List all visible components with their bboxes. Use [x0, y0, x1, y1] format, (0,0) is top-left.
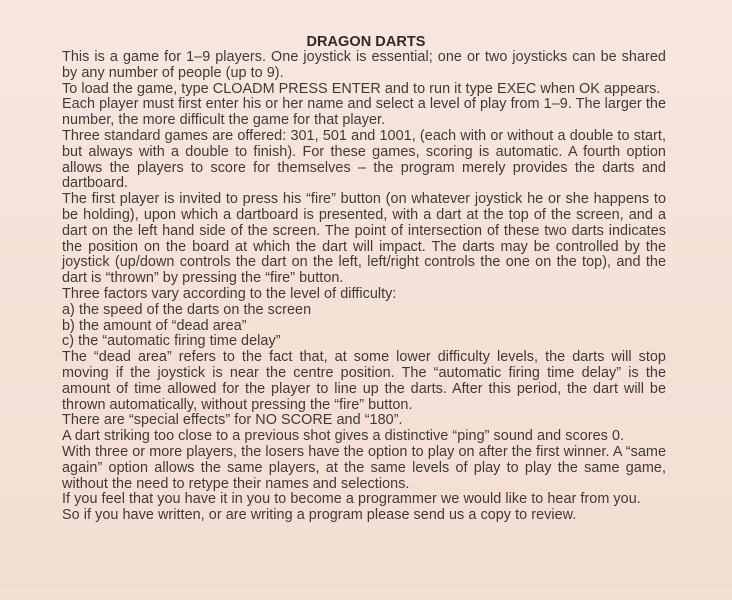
paragraph-players: This is a game for 1–9 players. One joystick is essential; one or two joysticks can be shared by any number of people (up to 9).: [62, 49, 666, 81]
paper-edge: [0, 585, 732, 586]
paragraph-dead-area-explanation: The “dead area” refers to the fact that, at some lower difficulty levels, the darts will stop moving if the joystick is near the centre position. The “automatic firing time delay” is the amount of time allowed for the player to line up the darts. After this period, the dart will be thrown automatically, without pressing the “fire” button.: [62, 349, 666, 413]
paragraph-level-select: Each player must first enter his or her name and select a level of play from 1–9. The larger the number, the more difficult the game for that player.: [62, 96, 666, 129]
paragraph-loading: To load the game, type CLOADM PRESS ENTER and to run it type EXEC when OK appears.: [62, 80, 661, 97]
paragraph-ping: A dart striking too close to a previous shot gives a distinctive “ping” sound and scores 0.: [62, 428, 625, 445]
paragraph-gameplay: The first player is invited to press his “fire” button (on whatever joystick he or she happens to be holding), upon which a dartboard is presented, with a dart at the top of the screen, and a dart on the left hand side of the screen. The point of intersection of these two darts indicates the position on the board at which the dart will impact. The darts may be controlled by the joystick (up/down controls the dart on the left, left/right controls the one on the top), and the dart is “thrown” by pressing the “fire” button.: [62, 191, 666, 287]
list-item-speed: a) the speed of the darts on the screen: [62, 301, 312, 318]
paragraph-submit-program: So if you have written, or are writing a program please send us a copy to review.: [62, 507, 577, 524]
list-item-firing-delay: c) the “automatic firing time delay”: [62, 333, 281, 350]
paragraph-programmer-call: If you feel that you have it in you to become a programmer we would like to hear from you.: [62, 491, 641, 508]
paragraph-standard-games: Three standard games are offered: 301, 501 and 1001, (each with or without a double to start, but always with a double to finish). For these games, scoring is automatic. A fourth option allows the players to score for themselves – the program merely provides the darts and dartboard.: [62, 127, 666, 192]
instruction-text: [62, 50, 666, 524]
paragraph-special-effects: There are “special effects” for NO SCORE and “180”.: [62, 412, 403, 429]
list-item-dead-area: b) the amount of “dead area”: [62, 317, 247, 334]
paragraph-difficulty-factors: Three factors vary according to the level of difficulty:: [62, 285, 397, 302]
page-title: DRAGON DARTS: [306, 34, 426, 50]
paragraph-multiplayer: With three or more players, the losers have the option to play on after the first winner. A “same again” option allows the same players, at the same levels of play to play the same game, without the need to retype their names and selections.: [62, 443, 666, 492]
